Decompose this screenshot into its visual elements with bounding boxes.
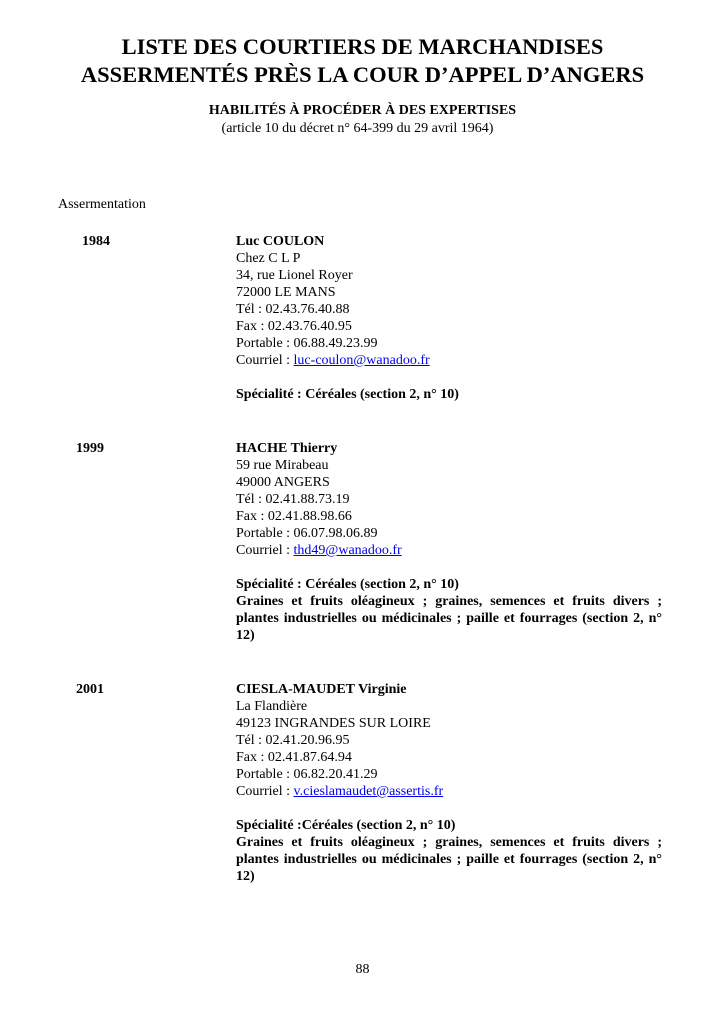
page-number: 88 (355, 962, 370, 977)
address-line: 49000 ANGERS (236, 475, 330, 490)
email-label: Courriel : (236, 353, 294, 368)
specialty: Spécialité : Céréales (section 2, n° 10) (236, 577, 459, 592)
broker-name: Luc COULON (236, 234, 325, 249)
broker-name: CIESLA-MAUDET Virginie (236, 682, 407, 697)
address-line: La Flandière (236, 699, 308, 714)
document-title-line-1: LISTE DES COURTIERS DE MARCHANDISES (121, 34, 604, 59)
email-label: Courriel : (236, 543, 294, 558)
mobile-number: Portable : 06.82.20.41.29 (236, 767, 378, 782)
broker-entry (236, 440, 662, 644)
email-link[interactable]: v.cieslamaudet@assertis.fr (293, 784, 444, 799)
broker-entry (236, 233, 662, 403)
phone-number: Tél : 02.41.88.73.19 (236, 492, 350, 507)
entry-year: 2001 (76, 682, 104, 697)
phone-number: Tél : 02.43.76.40.88 (236, 302, 350, 317)
address-line: 34, rue Lionel Royer (236, 268, 353, 283)
email-link[interactable]: thd49@wanadoo.fr (293, 543, 402, 558)
broker-entry (236, 681, 662, 885)
entry-year: 1999 (76, 441, 104, 456)
document-subtitle: HABILITÉS À PROCÉDER À DES EXPERTISES (208, 103, 517, 118)
phone-number: Tél : 02.41.20.96.95 (236, 733, 350, 748)
specialty-details: Graines et fruits oléagineux ; graines, semences et fruits divers ; plantes industrielles ou médicinales ; paille et fourrages (section 2, n° 12) (236, 594, 662, 643)
specialty: Spécialité : Céréales (section 2, n° 10) (236, 387, 459, 402)
specialty-details: Graines et fruits oléagineux ; graines, semences et fruits divers ; plantes industrielles ou médicinales ; paille et fourrages (section 2, n° 12) (236, 835, 662, 884)
address-line: 59 rue Mirabeau (236, 458, 329, 473)
document-title-line-2: ASSERMENTÉS PRÈS LA COUR D’APPEL D’ANGERS (80, 62, 645, 87)
assermentation-column-label: Assermentation (58, 197, 146, 212)
address-line: Chez C L P (236, 251, 301, 266)
entry-year: 1984 (82, 234, 110, 249)
email-label: Courriel : (236, 784, 294, 799)
address-line: 49123 INGRANDES SUR LOIRE (236, 716, 431, 731)
email-row (236, 783, 662, 800)
fax-number: Fax : 02.43.76.40.95 (236, 319, 352, 334)
email-row (236, 352, 662, 369)
mobile-number: Portable : 06.88.49.23.99 (236, 336, 378, 351)
email-link[interactable]: luc-coulon@wanadoo.fr (293, 353, 430, 368)
specialty: Spécialité :Céréales (section 2, n° 10) (236, 818, 456, 833)
address-line: 72000 LE MANS (236, 285, 336, 300)
broker-name: HACHE Thierry (236, 441, 338, 456)
email-row (236, 542, 662, 559)
fax-number: Fax : 02.41.87.64.94 (236, 750, 352, 765)
mobile-number: Portable : 06.07.98.06.89 (236, 526, 378, 541)
fax-number: Fax : 02.41.88.98.66 (236, 509, 352, 524)
decree-reference: (article 10 du décret n° 64-399 du 29 avril 1964) (221, 121, 494, 136)
